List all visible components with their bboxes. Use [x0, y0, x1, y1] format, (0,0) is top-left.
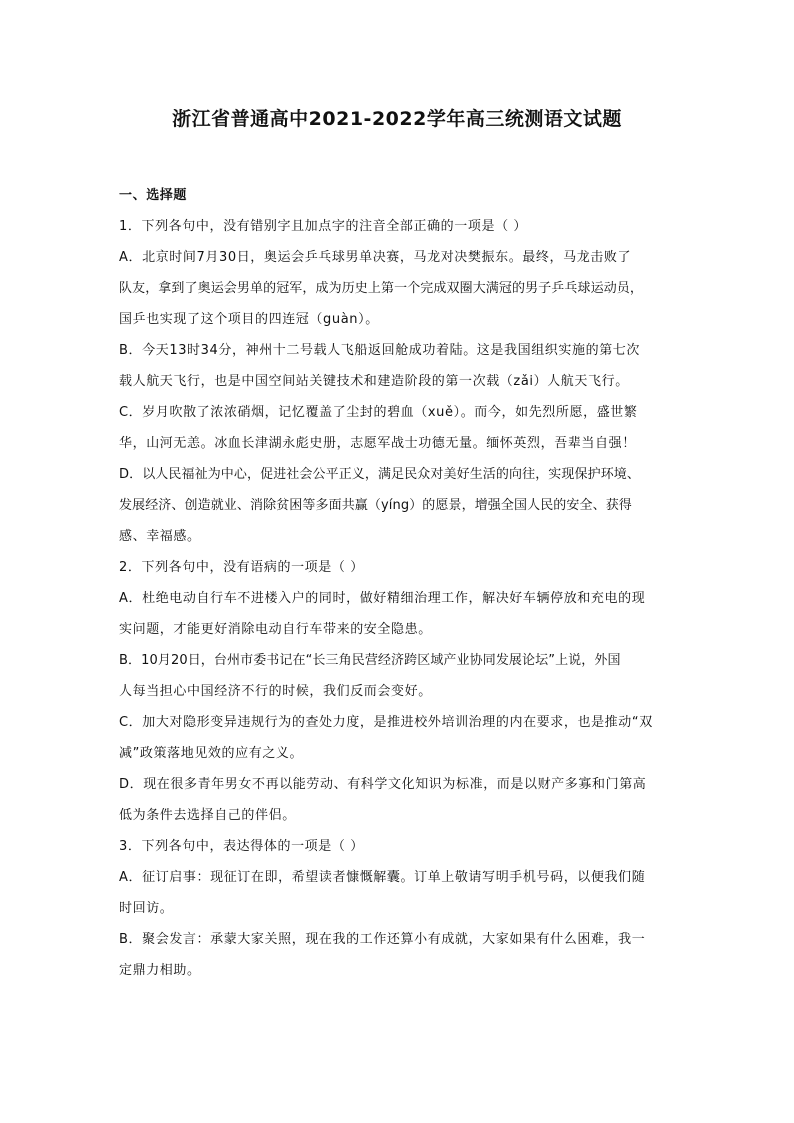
page-title: 浙江省普通高中2021-2022学年高三统测语文试题	[172, 108, 622, 130]
question-1-option-c-line-1: C．岁月吹散了浓浓硝烟，记忆覆盖了尘封的碧血（xuě）。而今，如先烈所愿，盛世繁	[119, 405, 638, 420]
question-3-option-b-line-2: 定鼎力相助。	[119, 963, 201, 978]
question-1-option-c-line-2: 华，山河无恙。冰血长津湖永彪史册，志愿军战士功德无量。缅怀英烈，吾辈当自强！	[119, 436, 636, 451]
question-1-option-a-line-2: 队友，拿到了奥运会男单的冠军，成为历史上第一个完成双圈大满冠的男子乒乓球运动员，	[119, 281, 644, 296]
question-3-stem: 3．下列各句中，表达得体的一项是（ ）	[119, 839, 364, 854]
question-1-option-a-line-3: 国乒也实现了这个项目的四连冠（guàn）。	[119, 312, 379, 327]
question-2-option-d-line-1: D．现在很多青年男女不再以能劳动、有科学文化知识为标准，而是以财产多寡和门第高	[119, 777, 647, 792]
question-1-option-a-line-1: A．北京时间7月30日，奥运会乒乓球男单决赛，马龙对决樊振东。最终，马龙击败了	[119, 250, 632, 265]
question-1-option-d-line-2: 发展经济、创造就业、消除贫困等多面共赢（yíng）的愿景，增强全国人民的安全、获得	[119, 498, 632, 513]
question-1-option-d-line-1: D．以人民福祉为中心，促进社会公平正义，满足民众对美好生活的向往，实现保护环境、	[119, 467, 641, 482]
question-3-option-a-line-1: A．征订启事：现征订在即，希望读者慷慨解囊。订单上敬请写明手机号码，以便我们随	[119, 870, 646, 885]
question-2-option-a-line-2: 实问题，才能更好消除电动自行车带来的安全隐患。	[119, 622, 432, 637]
question-1-stem: 1．下列各句中，没有错别字且加点字的注音全部正确的一项是（ ）	[119, 219, 528, 234]
section-heading: 一、选择题	[119, 188, 188, 203]
document-body	[119, 180, 679, 986]
question-1-option-b-line-1: B．今天13时34分，神州十二号载人飞船返回舱成功着陆。这是我国组织实施的第七次	[119, 343, 641, 358]
question-3-option-a-line-2: 时回访。	[119, 901, 174, 916]
question-1-option-d-line-3: 感、幸福感。	[119, 529, 201, 544]
question-2-option-c-line-1: C．加大对隐形变异违规行为的查处力度，是推进校外培训治理的内在要求，也是推动“双	[119, 715, 653, 730]
question-3-option-b-line-1: B．聚会发言：承蒙大家关照，现在我的工作还算小有成就，大家如果有什么困难，我一	[119, 932, 646, 947]
question-2-option-b-line-1: B．10月20日，台州市委书记在“长三角民营经济跨区域产业协同发展论坛”上说，外国	[119, 653, 621, 668]
question-2-stem: 2．下列各句中，没有语病的一项是（ ）	[119, 560, 364, 575]
question-2-option-a-line-1: A．杜绝电动自行车不进楼入户的同时，做好精细治理工作，解决好车辆停放和充电的现	[119, 591, 646, 606]
question-1-option-b-line-2: 载人航天飞行，也是中国空间站关键技术和建造阶段的第一次载（zǎi）人航天飞行。	[119, 374, 629, 389]
question-2-option-b-line-2: 人每当担心中国经济不行的时候，我们反而会变好。	[119, 684, 432, 699]
question-2-option-c-line-2: 减”政策落地见效的应有之义。	[119, 746, 304, 761]
question-2-option-d-line-2: 低为条件去选择自己的伴侣。	[119, 808, 296, 823]
